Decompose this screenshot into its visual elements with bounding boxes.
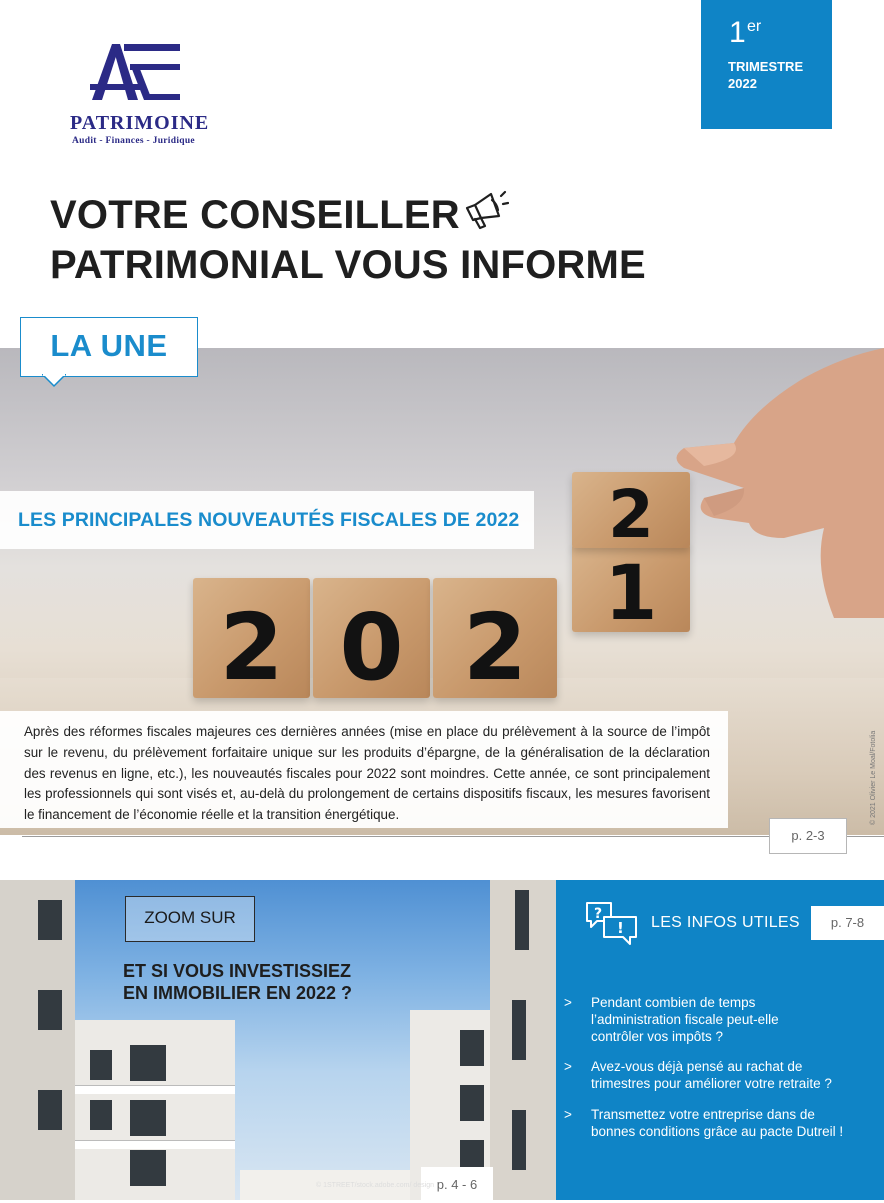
number-block (313, 578, 430, 701)
number-block-digit: 2 (219, 594, 284, 701)
info-list-item-text (591, 994, 866, 1045)
chevron-right-icon: > (564, 1107, 572, 1122)
page-title-line2: PATRIMONIAL VOUS INFORME (50, 243, 646, 287)
info-list-item-text (591, 1058, 866, 1092)
megaphone-icon (461, 186, 509, 234)
quarter-superscript: er (747, 18, 762, 35)
quarter-label-text: TRIMESTRE (728, 59, 804, 74)
infos-utiles-title: LES INFOS UTILES (651, 914, 800, 931)
headline-banner (0, 491, 534, 549)
info-line: contrôler vos impôts ? (591, 1029, 724, 1044)
page-reference[interactable]: p. 4 - 6 (421, 1167, 493, 1203)
page-reference[interactable]: p. 7-8 (811, 906, 884, 940)
quarter-year: 2022 (728, 76, 757, 91)
svg-text:!: ! (617, 919, 624, 937)
divider (22, 836, 884, 837)
zoom-title (123, 960, 352, 1004)
info-line: Pendant combien de temps (591, 995, 756, 1010)
zoom-title-line2: EN IMMOBILIER EN 2022 ? (123, 983, 353, 1003)
quarter-label (728, 58, 803, 92)
intro-paragraph: Après des réformes fiscales majeures ces dernières années (mise en place du prélèvement à la source de l’impôt sur le revenu, du prélèvement forfaitaire unique sur les produits d’épargne, de la généralisation de la déclaration des revenus en ligne, etc.), les nouveautés fiscales pour 2022 sont moindres. Cette année, ce sont principalement les professionnels qui sont visés et, au-delà du prolongement de certains dispositifs fiscaux, les mesures favorisent le financement de l’économie réelle et la transition énergétique. (24, 724, 710, 823)
zoom-sur-tag (125, 896, 255, 942)
page-title (50, 190, 646, 290)
quarter-badge (701, 0, 832, 129)
page-reference[interactable]: p. 2-3 (769, 818, 847, 854)
number-block-digit: 1 (604, 548, 658, 637)
svg-text:?: ? (594, 906, 603, 922)
info-line: Transmettez votre entreprise dans de (591, 1107, 815, 1122)
page-title-line1: VOTRE CONSEILLER (50, 193, 460, 237)
photo-credit: © 1STREET/stock.adobe.com/ design (316, 1182, 434, 1189)
la-une-tag (20, 317, 198, 377)
chevron-right-icon: > (564, 995, 572, 1010)
info-line: bonnes conditions grâce au pacte Dutreil ! (591, 1124, 844, 1139)
quarter-number: 1 (729, 16, 746, 49)
callout-pointer (42, 374, 66, 388)
headline-text: LES PRINCIPALES NOUVEAUTÉS FISCALES DE 2022 (18, 509, 520, 531)
building-photo (0, 880, 556, 1200)
info-list-item-text (591, 1106, 866, 1140)
brand-name: PATRIMOINE (70, 112, 210, 134)
number-block (433, 578, 557, 701)
info-line: l’administration fiscale peut-elle (591, 1012, 779, 1027)
number-block-digit: 0 (339, 594, 404, 701)
brand-tagline: Audit - Finances - Juridique (72, 136, 195, 146)
zoom-title-line1: ET SI VOUS INVESTISSIEZ (123, 961, 352, 981)
zoom-sur-label: ZOOM SUR (144, 908, 236, 927)
photo-credit: © 2021 Olivier Le Moal/Fotolia (870, 730, 877, 825)
number-block-digit: 2 (462, 594, 527, 701)
info-line: Avez-vous déjà pensé au rachat de (591, 1059, 803, 1074)
hand-photo (664, 348, 884, 618)
question-exclamation-bubbles-icon (584, 900, 640, 948)
info-list-item[interactable] (564, 1106, 864, 1142)
info-list-item[interactable] (564, 1058, 864, 1094)
number-block (193, 578, 310, 701)
number-block-digit: 2 (608, 476, 654, 553)
chevron-right-icon: > (564, 1059, 572, 1074)
info-list-item[interactable] (564, 994, 864, 1048)
info-line: trimestres pour améliorer votre retraite ? (591, 1076, 832, 1091)
la-une-tag-label: LA UNE (50, 328, 168, 363)
